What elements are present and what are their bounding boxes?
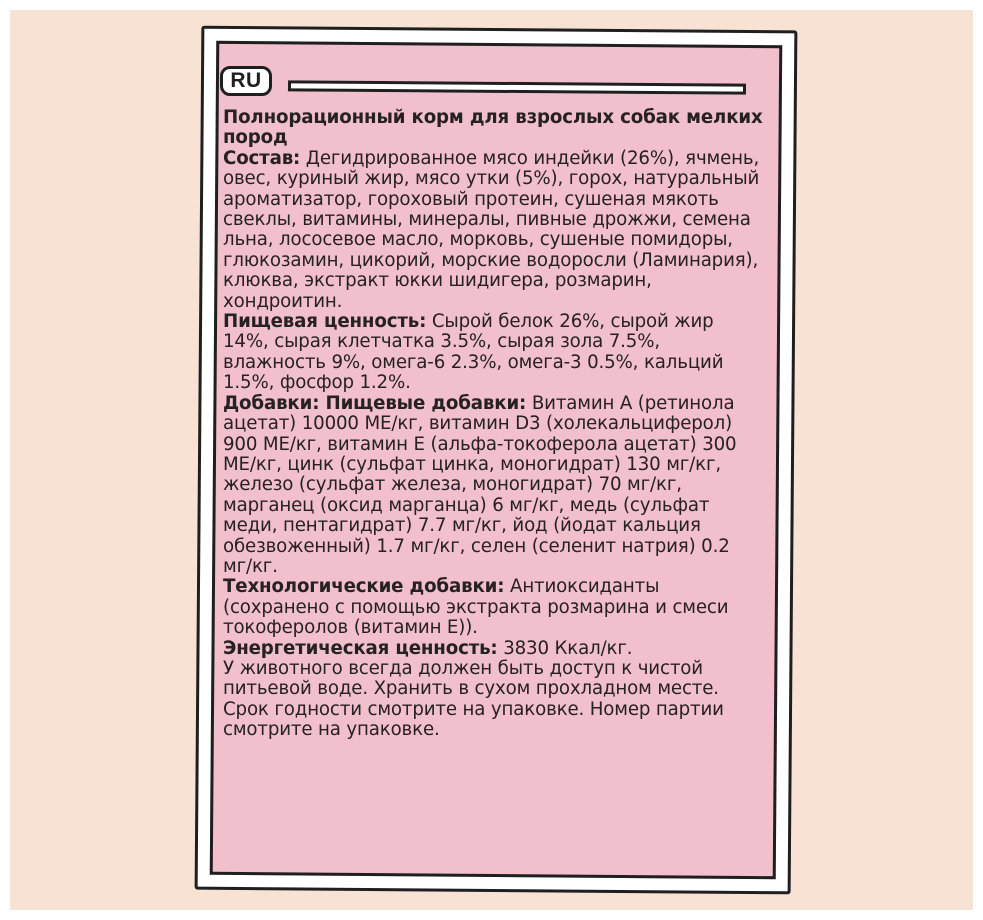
additives-heading: Добавки: Пищевые добавки: [223, 392, 527, 414]
header-bar-decoration [288, 80, 746, 94]
nutrition-text: Сырой белок 26%, сырой жир 14%, сырая клетчатка 3.5%, сырая зола 7.5%, влажность 9%, омега-6 2.3%, омега-3 0.5%, кальций 1.5%, фосфор 1.2%. [223, 311, 724, 394]
tech-additives-text: Антиоксиданты (сохранено с помощью экстракта розмарина и смеси токоферолов (витамин Е)). [223, 576, 729, 639]
storage-note: У животного всегда должен быть доступ к чистой питьевой воде. Хранить в сухом прохладном месте. Срок годности смотрите на упаковке. Номер партии смотрите на упаковке. [223, 657, 724, 741]
nutrition-section [223, 312, 763, 394]
label-content [210, 60, 780, 741]
energy-text: 3830 Ккал/кг. [497, 637, 633, 659]
nutrition-heading: Пищевая ценность: [223, 311, 427, 333]
composition-heading: Состав: [223, 147, 301, 169]
tech-additives-heading: Технологические добавки: [223, 576, 505, 598]
energy-section [223, 639, 763, 659]
product-title: Полнорационный корм для взрослых собак мелких пород [223, 107, 763, 149]
energy-heading: Энергетическая ценность: [223, 637, 498, 659]
additives-section [223, 394, 763, 578]
label-header [210, 60, 780, 98]
label-body [210, 108, 763, 741]
composition-text: Дегидрированное мясо индейки (26%), ячмень, овес, куриный жир, мясо утки (5%), горох, натуральный ароматизатор, гороховый протеин, сушеная мякоть свеклы, витамины, минералы, пивные дрожжи, семена льна, лососевое масло, морковь, сушеные помидоры, глюкозамин, цикорий, морские водоросли (Ламинария), клюква, экстракт юкки шидигера, розмарин, хондроитин. [223, 147, 760, 312]
tech-additives-section [223, 577, 763, 638]
language-badge: RU [220, 66, 272, 96]
composition-section [223, 149, 763, 312]
additives-text: Витамин А (ретинола ацетат) 10000 МЕ/кг, витамин D3 (холекальциферол) 900 МЕ/кг, витамин Е (альфа-токоферола ацетат) 300 МЕ/кг, цинк (сульфат цинка, моногидрат) 130 мг/кг, железо (сульфат железа, моногидрат) 70 мг/кг, марганец (оксид марганца) 6 мг/кг, медь (сульфат меди, пентагидрат) 7.7 мг/кг, йод (йодат кальция обезвоженный) 1.7 мг/кг, селен (селенит натрия) 0.2 мг/кг. [223, 392, 737, 577]
